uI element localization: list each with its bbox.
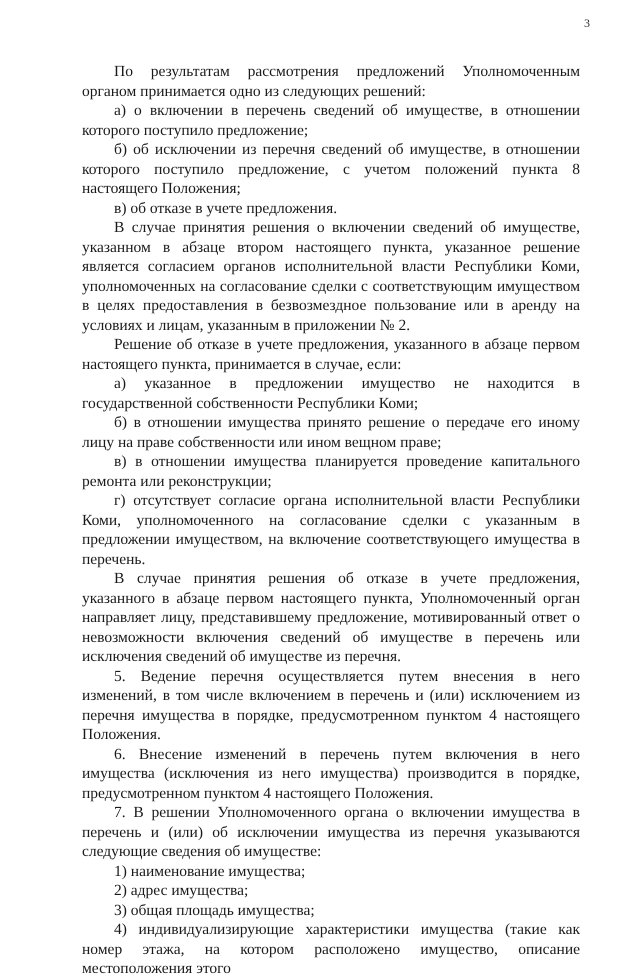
paragraph-decision-b: б) об исключении из перечня сведений об имуществе, в отношении которого поступило предложение, с учетом положений пункта 8 настоящего Положения;	[82, 141, 580, 197]
paragraph-refusal-intro: Решение об отказе в учете предложения, указанного в абзаце первом настоящего пункта, принимается в случае, если:	[82, 336, 580, 373]
paragraph-refusal-response: В случае принятия решения об отказе в учете предложения, указанного в абзаце первом настоящего пункта, Уполномоченный орган направляет лицу, представившему предложение, мотивированный ответ о невозможности включения сведений об имуществе в перечень или исключения сведений об имуществе из перечня.	[82, 570, 580, 665]
paragraph-refusal-c: в) в отношении имущества планируется проведение капитального ремонта или реконструкции;	[82, 453, 580, 490]
page-number: 3	[584, 16, 590, 30]
paragraph-item-7: 7. В решении Уполномоченного органа о включении имущества в перечень и (или) об исключении имущества из перечня указываются следующие сведения об имуществе:	[82, 804, 580, 860]
paragraph-inclusion-consent: В случае принятия решения о включении сведений об имуществе, указанном в абзаце втором настоящего пункта, указанное решение является согласием органов исполнительной власти Республики Коми, уполномоченных на согласование сделки с соответствующим имуществом в целях предоставления в безвозмездное пользование или в аренду на условиях и лицам, указанным в приложении № 2.	[82, 219, 580, 334]
paragraph-item-7-2: 2) адрес имущества;	[114, 882, 249, 899]
paragraph-decision-intro: По результатам рассмотрения предложений Уполномоченным органом принимается одно из следующих решений:	[82, 63, 580, 100]
paragraph-item-6: 6. Внесение изменений в перечень путем включения в него имущества (исключения из него имущества) производится в порядке, предусмотренном пунктом 4 настоящего Положения.	[82, 745, 580, 802]
paragraph-refusal-b: б) в отношении имущества принято решение о передаче его иному лицу на праве собственности или ином вещном праве;	[82, 414, 580, 451]
paragraph-item-5: 5. Ведение перечня осуществляется путем внесения в него изменений, в том числе включением в перечень и (или) исключением из перечня имущества в порядке, предусмотренном пунктом 4 настоящего Положения.	[82, 667, 580, 743]
paragraph-item-7-4: 4) индивидуализирующие характеристики имущества (такие как номер этажа, на котором расположено имущество, описание местоположения этого	[82, 921, 580, 977]
paragraph-refusal-a: а) указанное в предложении имущество не находится в государственной собственности Республики Коми;	[82, 375, 580, 412]
paragraph-decision-c: в) об отказе в учете предложения.	[114, 199, 338, 217]
document-body	[82, 62, 580, 979]
paragraph-decision-a: а) о включении в перечень сведений об имуществе, в отношении которого поступило предложение;	[82, 102, 580, 139]
paragraph-item-7-3: 3) общая площадь имущества;	[114, 901, 315, 919]
paragraph-item-7-1: 1) наименование имущества;	[114, 862, 306, 880]
paragraph-refusal-d: г) отсутствует согласие органа исполнительной власти Республики Коми, уполномоченного на согласование сделки с указанным в предложении имуществом, на включение соответствующего имущества в перечень.	[82, 492, 580, 568]
